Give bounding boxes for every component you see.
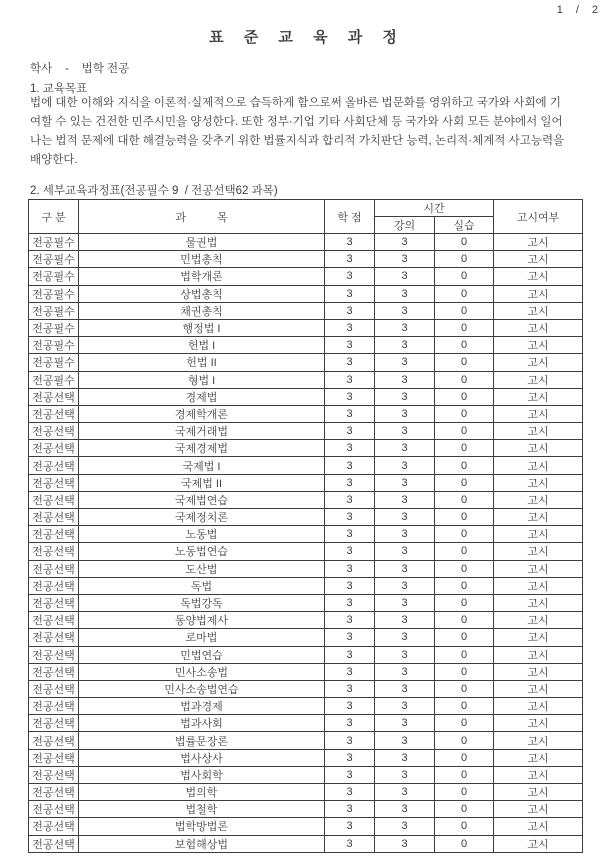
credits-cell: 3 [325,646,375,663]
course-name-cell: 독법 [79,577,325,594]
practice-hours-cell: 0 [435,234,494,251]
category-cell: 전공선택 [29,680,79,697]
course-name-cell: 노동법연습 [79,543,325,560]
practice-hours-cell: 0 [435,698,494,715]
lecture-hours-cell: 3 [375,543,435,560]
course-row [29,319,583,336]
notice-status-cell: 고시 [494,319,583,336]
course-name-cell: 노동법 [79,526,325,543]
course-row [29,268,583,285]
practice-hours-cell: 0 [435,818,494,835]
notice-status-cell: 고시 [494,715,583,732]
category-cell: 전공선택 [29,749,79,766]
notice-status-cell: 고시 [494,509,583,526]
col-header-category: 구 분 [29,200,79,234]
category-cell: 전공선택 [29,784,79,801]
credits-cell: 3 [325,285,375,302]
notice-status-cell: 고시 [494,801,583,818]
lecture-hours-cell: 3 [375,302,435,319]
credits-cell: 3 [325,612,375,629]
notice-status-cell: 고시 [494,835,583,852]
lecture-hours-cell: 3 [375,732,435,749]
lecture-hours-cell: 3 [375,371,435,388]
practice-hours-cell: 0 [435,526,494,543]
practice-hours-cell: 0 [435,474,494,491]
col-header-course: 과 목 [79,200,325,234]
course-name-cell: 형법 I [79,371,325,388]
category-cell: 전공선택 [29,543,79,560]
practice-hours-cell: 0 [435,388,494,405]
category-cell: 전공선택 [29,491,79,508]
course-name-cell: 법의학 [79,784,325,801]
notice-status-cell: 고시 [494,698,583,715]
lecture-hours-cell: 3 [375,491,435,508]
lecture-hours-cell: 3 [375,526,435,543]
notice-status-cell: 고시 [494,766,583,783]
course-table [28,199,583,853]
course-name-cell: 민사소송법 [79,663,325,680]
lecture-hours-cell: 3 [375,715,435,732]
course-name-cell: 법률문장론 [79,732,325,749]
category-cell: 전공필수 [29,319,79,336]
course-name-cell: 독법강독 [79,594,325,611]
credits-cell: 3 [325,474,375,491]
course-table-body [29,234,583,853]
notice-status-cell: 고시 [494,491,583,508]
course-name-cell: 법과사회 [79,715,325,732]
category-cell: 전공선택 [29,646,79,663]
lecture-hours-cell: 3 [375,319,435,336]
practice-hours-cell: 0 [435,766,494,783]
notice-status-cell: 고시 [494,302,583,319]
practice-hours-cell: 0 [435,302,494,319]
credits-cell: 3 [325,251,375,268]
page-indicator [557,4,598,16]
course-name-cell: 국제정치론 [79,509,325,526]
course-row [29,423,583,440]
lecture-hours-cell: 3 [375,474,435,491]
credits-cell: 3 [325,594,375,611]
course-name-cell: 도산법 [79,560,325,577]
notice-status-cell: 고시 [494,440,583,457]
lecture-hours-cell: 3 [375,698,435,715]
course-row [29,766,583,783]
lecture-hours-cell: 3 [375,612,435,629]
course-row [29,646,583,663]
notice-status-cell: 고시 [494,646,583,663]
lecture-hours-cell: 3 [375,405,435,422]
credits-cell: 3 [325,405,375,422]
col-header-hours: 시간 [375,200,494,217]
credits-cell: 3 [325,234,375,251]
category-cell: 전공필수 [29,371,79,388]
col-header-practice: 실습 [435,217,494,234]
credits-cell: 3 [325,749,375,766]
document-title: 표 준 교 육 과 정 [209,29,405,46]
credits-cell: 3 [325,663,375,680]
objectives-line: 배양한다. [30,154,78,166]
course-row [29,509,583,526]
course-name-cell: 경제학개론 [79,405,325,422]
credits-cell: 3 [325,577,375,594]
credits-cell: 3 [325,766,375,783]
category-cell: 전공선택 [29,732,79,749]
category-cell: 전공선택 [29,577,79,594]
practice-hours-cell: 0 [435,457,494,474]
category-cell: 전공선택 [29,457,79,474]
notice-status-cell: 고시 [494,612,583,629]
credits-cell: 3 [325,371,375,388]
notice-status-cell: 고시 [494,560,583,577]
course-name-cell: 물권법 [79,234,325,251]
practice-hours-cell: 0 [435,285,494,302]
credits-cell: 3 [325,388,375,405]
notice-status-cell: 고시 [494,423,583,440]
category-cell: 전공필수 [29,302,79,319]
notice-status-cell: 고시 [494,732,583,749]
lecture-hours-cell: 3 [375,234,435,251]
notice-status-cell: 고시 [494,680,583,697]
lecture-hours-cell: 3 [375,784,435,801]
credits-cell: 3 [325,354,375,371]
lecture-hours-cell: 3 [375,577,435,594]
course-row [29,784,583,801]
course-row [29,835,583,852]
page-total: 2 [591,4,598,16]
course-row [29,663,583,680]
notice-status-cell: 고시 [494,234,583,251]
credits-cell: 3 [325,818,375,835]
course-name-cell: 로마법 [79,629,325,646]
course-row [29,629,583,646]
course-row [29,405,583,422]
lecture-hours-cell: 3 [375,509,435,526]
category-cell: 전공선택 [29,440,79,457]
notice-status-cell: 고시 [494,388,583,405]
page-current: 1 [556,4,563,16]
course-row [29,440,583,457]
category-cell: 전공선택 [29,663,79,680]
notice-status-cell: 고시 [494,577,583,594]
practice-hours-cell: 0 [435,560,494,577]
objectives-line: 여할 수 있는 건전한 민주시민을 양성한다. 또한 정부·기업 기타 사회단체 등 국가와 사회 모든 분야에서 일어 [30,116,563,128]
category-cell: 전공필수 [29,234,79,251]
course-name-cell: 국제법 II [79,474,325,491]
category-cell: 전공선택 [29,388,79,405]
category-cell: 전공선택 [29,594,79,611]
course-name-cell: 민법총칙 [79,251,325,268]
notice-status-cell: 고시 [494,268,583,285]
category-cell: 전공필수 [29,285,79,302]
lecture-hours-cell: 3 [375,801,435,818]
lecture-hours-cell: 3 [375,629,435,646]
course-row [29,302,583,319]
notice-status-cell: 고시 [494,251,583,268]
credits-cell: 3 [325,337,375,354]
practice-hours-cell: 0 [435,268,494,285]
course-name-cell: 법학개론 [79,268,325,285]
course-name-cell: 민사소송법연습 [79,680,325,697]
course-name-cell: 행정법 I [79,319,325,336]
practice-hours-cell: 0 [435,715,494,732]
notice-status-cell: 고시 [494,543,583,560]
credits-cell: 3 [325,801,375,818]
practice-hours-cell: 0 [435,405,494,422]
lecture-hours-cell: 3 [375,457,435,474]
notice-status-cell: 고시 [494,337,583,354]
notice-status-cell: 고시 [494,594,583,611]
practice-hours-cell: 0 [435,680,494,697]
course-row [29,577,583,594]
lecture-hours-cell: 3 [375,594,435,611]
lecture-hours-cell: 3 [375,423,435,440]
credits-cell: 3 [325,302,375,319]
lecture-hours-cell: 3 [375,440,435,457]
credits-cell: 3 [325,491,375,508]
practice-hours-cell: 0 [435,354,494,371]
course-row [29,594,583,611]
course-row [29,526,583,543]
credits-cell: 3 [325,784,375,801]
category-cell: 전공선택 [29,526,79,543]
practice-hours-cell: 0 [435,319,494,336]
practice-hours-cell: 0 [435,835,494,852]
category-cell: 전공필수 [29,268,79,285]
practice-hours-cell: 0 [435,440,494,457]
course-row [29,371,583,388]
lecture-hours-cell: 3 [375,354,435,371]
course-row [29,354,583,371]
practice-hours-cell: 0 [435,801,494,818]
practice-hours-cell: 0 [435,663,494,680]
notice-status-cell: 고시 [494,354,583,371]
category-cell: 전공선택 [29,423,79,440]
course-row [29,285,583,302]
course-row [29,457,583,474]
practice-hours-cell: 0 [435,577,494,594]
category-cell: 전공선택 [29,509,79,526]
category-cell: 전공선택 [29,698,79,715]
category-cell: 전공선택 [29,835,79,852]
course-name-cell: 법사회학 [79,766,325,783]
course-row [29,234,583,251]
course-row [29,801,583,818]
header-row-1 [29,200,583,217]
course-row [29,543,583,560]
lecture-hours-cell: 3 [375,835,435,852]
category-cell: 전공선택 [29,405,79,422]
course-row [29,732,583,749]
practice-hours-cell: 0 [435,646,494,663]
lecture-hours-cell: 3 [375,560,435,577]
practice-hours-cell: 0 [435,629,494,646]
course-name-cell: 국제법 I [79,457,325,474]
lecture-hours-cell: 3 [375,268,435,285]
course-name-cell: 상법총칙 [79,285,325,302]
notice-status-cell: 고시 [494,285,583,302]
credits-cell: 3 [325,423,375,440]
notice-status-cell: 고시 [494,526,583,543]
section-objectives-heading: 1. 교육목표 [30,83,88,95]
category-cell: 전공선택 [29,766,79,783]
practice-hours-cell: 0 [435,491,494,508]
practice-hours-cell: 0 [435,749,494,766]
course-name-cell: 법과경제 [79,698,325,715]
objectives-line: 나는 법적 문제에 대한 해결능력을 갖추기 위한 법률지식과 합리적 가치판단 능력, 논리적·체계적 사고능력을 [30,135,565,147]
notice-status-cell: 고시 [494,371,583,388]
course-row [29,251,583,268]
practice-hours-cell: 0 [435,732,494,749]
category-cell: 전공선택 [29,801,79,818]
course-name-cell: 국제거래법 [79,423,325,440]
course-row [29,491,583,508]
course-name-cell: 국제경제법 [79,440,325,457]
practice-hours-cell: 0 [435,784,494,801]
notice-status-cell: 고시 [494,629,583,646]
course-row [29,612,583,629]
course-name-cell: 채권총칙 [79,302,325,319]
category-cell: 전공필수 [29,251,79,268]
practice-hours-cell: 0 [435,594,494,611]
category-cell: 전공필수 [29,337,79,354]
credits-cell: 3 [325,457,375,474]
course-row [29,715,583,732]
course-name-cell: 법철학 [79,801,325,818]
course-name-cell: 헌법 I [79,337,325,354]
lecture-hours-cell: 3 [375,766,435,783]
credits-cell: 3 [325,440,375,457]
course-row [29,337,583,354]
degree-major-line: 학사 - 법학 전공 [30,63,130,75]
course-row [29,749,583,766]
objectives-line: 법에 대한 이해와 지식을 이론적·실제적으로 습득하게 함으로써 올바른 법문화를 영위하고 국가와 사회에 기 [30,97,561,109]
lecture-hours-cell: 3 [375,749,435,766]
credits-cell: 3 [325,629,375,646]
course-row [29,560,583,577]
lecture-hours-cell: 3 [375,251,435,268]
practice-hours-cell: 0 [435,543,494,560]
credits-cell: 3 [325,526,375,543]
practice-hours-cell: 0 [435,423,494,440]
page-separator: / [575,4,579,16]
notice-status-cell: 고시 [494,405,583,422]
category-cell: 전공선택 [29,715,79,732]
col-header-credits: 학 점 [325,200,375,234]
lecture-hours-cell: 3 [375,646,435,663]
credits-cell: 3 [325,680,375,697]
credits-cell: 3 [325,509,375,526]
lecture-hours-cell: 3 [375,285,435,302]
practice-hours-cell: 0 [435,612,494,629]
notice-status-cell: 고시 [494,474,583,491]
lecture-hours-cell: 3 [375,818,435,835]
col-header-notice: 고시여부 [494,200,583,234]
course-name-cell: 동양법제사 [79,612,325,629]
notice-status-cell: 고시 [494,457,583,474]
objectives-paragraph [30,94,564,170]
course-name-cell: 민법연습 [79,646,325,663]
course-name-cell: 보험해상법 [79,835,325,852]
practice-hours-cell: 0 [435,337,494,354]
course-name-cell: 국제법연습 [79,491,325,508]
practice-hours-cell: 0 [435,509,494,526]
practice-hours-cell: 0 [435,371,494,388]
credits-cell: 3 [325,268,375,285]
notice-status-cell: 고시 [494,784,583,801]
credits-cell: 3 [325,835,375,852]
category-cell: 전공선택 [29,612,79,629]
notice-status-cell: 고시 [494,749,583,766]
notice-status-cell: 고시 [494,818,583,835]
course-name-cell: 헌법 II [79,354,325,371]
lecture-hours-cell: 3 [375,663,435,680]
credits-cell: 3 [325,732,375,749]
course-name-cell: 법학방법론 [79,818,325,835]
category-cell: 전공선택 [29,474,79,491]
course-name-cell: 법사상사 [79,749,325,766]
credits-cell: 3 [325,698,375,715]
course-row [29,680,583,697]
lecture-hours-cell: 3 [375,680,435,697]
category-cell: 전공선택 [29,818,79,835]
course-row [29,698,583,715]
credits-cell: 3 [325,715,375,732]
col-header-lecture: 강의 [375,217,435,234]
section-curriculum-heading: 2. 세부교육과정표(전공필수 9 / 전공선택62 과목) [30,185,278,197]
course-row [29,818,583,835]
credits-cell: 3 [325,319,375,336]
notice-status-cell: 고시 [494,663,583,680]
course-name-cell: 경제법 [79,388,325,405]
category-cell: 전공필수 [29,354,79,371]
course-row [29,474,583,491]
practice-hours-cell: 0 [435,251,494,268]
credits-cell: 3 [325,560,375,577]
category-cell: 전공선택 [29,629,79,646]
course-row [29,388,583,405]
credits-cell: 3 [325,543,375,560]
course-table-header [29,200,583,234]
lecture-hours-cell: 3 [375,388,435,405]
category-cell: 전공선택 [29,560,79,577]
lecture-hours-cell: 3 [375,337,435,354]
